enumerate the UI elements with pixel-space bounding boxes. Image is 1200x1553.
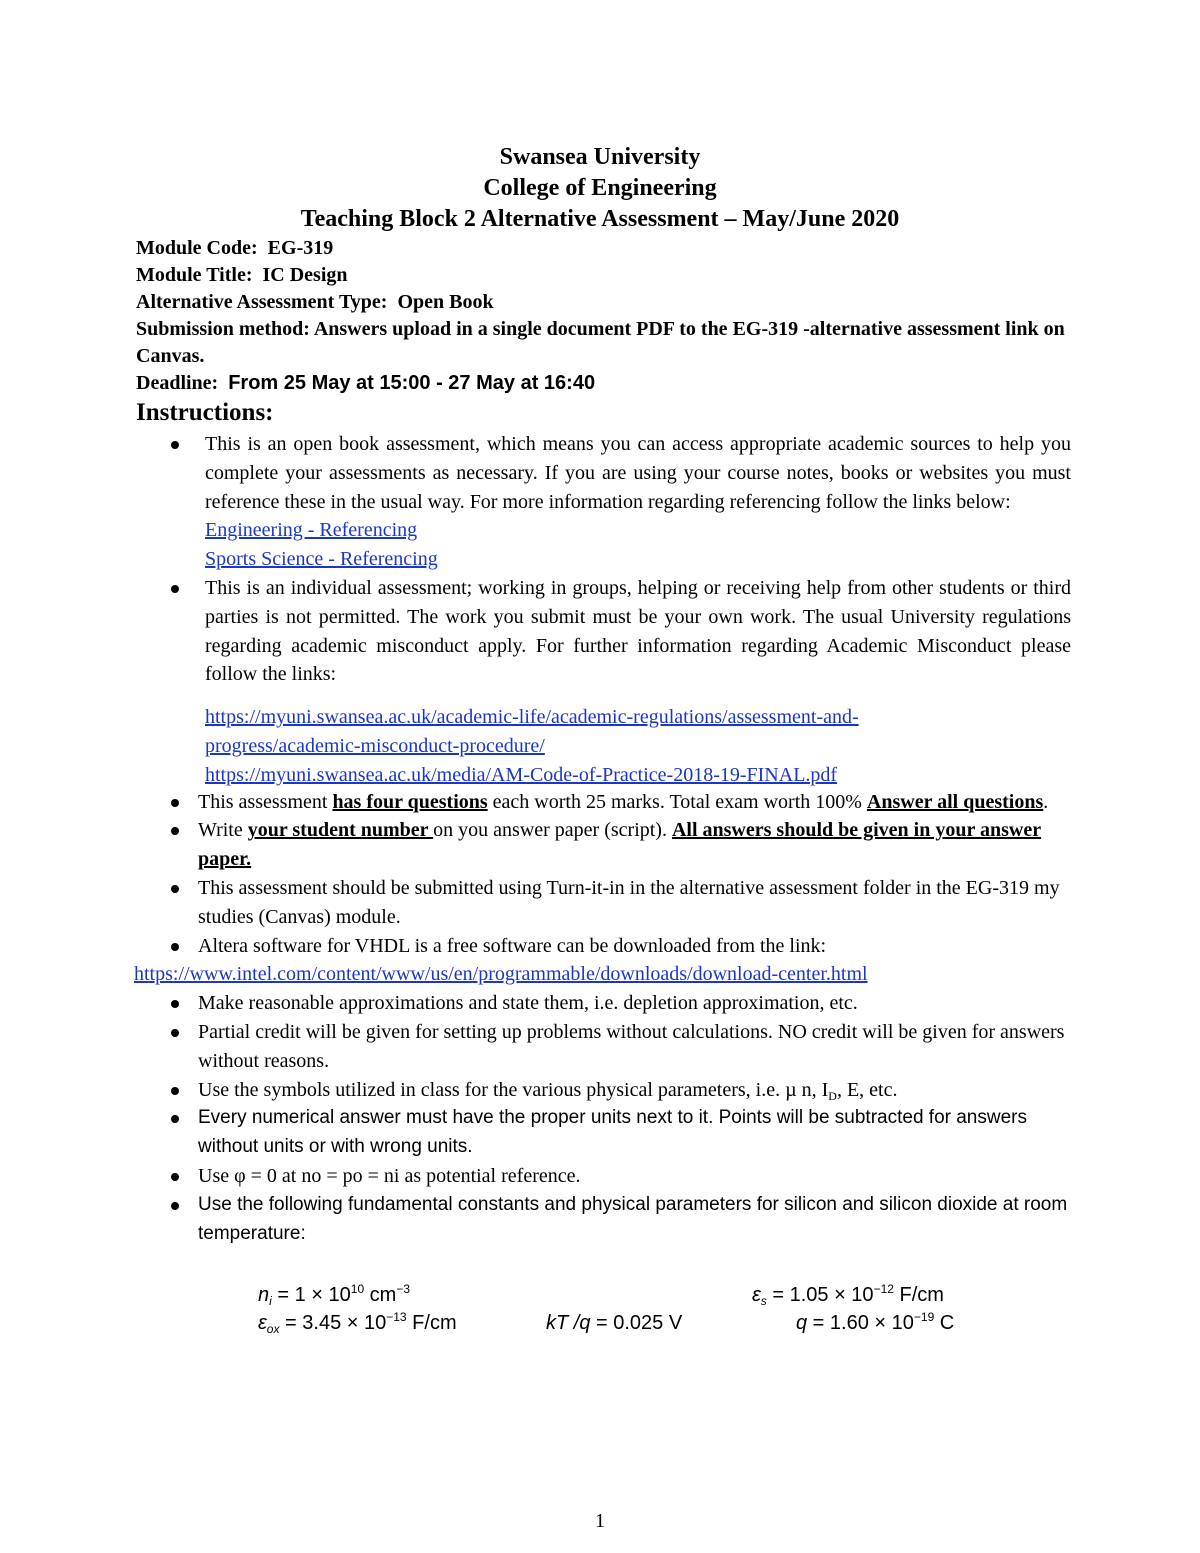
constant-ni bbox=[258, 1281, 410, 1309]
page-number: 1 bbox=[595, 1510, 605, 1532]
symbols-part: Use the symbols utilized in class for the various physical parameters, i.e. µ n, I bbox=[198, 1078, 829, 1101]
bullet-icon bbox=[171, 1000, 179, 1008]
four-questions-part: . bbox=[1043, 790, 1049, 813]
constant-es bbox=[752, 1281, 944, 1309]
bullet-icon bbox=[171, 1029, 179, 1037]
sports-referencing-link[interactable]: Sports Science - Referencing bbox=[205, 548, 438, 571]
misconduct-link-line-1: https://myuni.swansea.ac.uk/academic-life/academic-regulations/assessment-and- bbox=[205, 706, 859, 729]
bullet-icon bbox=[171, 1202, 179, 1210]
assessment-type-line bbox=[136, 289, 1076, 316]
constant-eox bbox=[258, 1309, 457, 1337]
potential-reference-text: Use φ = 0 at no = po = ni as potential reference. bbox=[198, 1164, 581, 1187]
eox-exponent: −13 bbox=[386, 1310, 407, 1324]
module-title-label: Module Title: bbox=[136, 264, 253, 286]
es-subscript: s bbox=[760, 1294, 767, 1308]
deadline-line bbox=[136, 370, 1076, 397]
bullet-icon bbox=[171, 585, 179, 593]
constants-intro-text: Use the following fundamental constants and physical parameters for silicon and silicon dioxide at room temperature: bbox=[198, 1193, 1068, 1244]
four-questions-text bbox=[198, 788, 1071, 817]
ni-value: = 1 × 10 bbox=[271, 1284, 351, 1306]
units-text: Every numerical answer must have the proper units next to it. Points will be subtracted for answers without units or with wrong units. bbox=[198, 1107, 1027, 1158]
ni-exponent: 10 bbox=[350, 1282, 365, 1296]
bullet-icon bbox=[171, 441, 179, 449]
code-of-practice-link[interactable]: https://myuni.swansea.ac.uk/media/AM-Code-of-Practice-2018-19-FINAL.pdf bbox=[205, 763, 838, 786]
student-number-text bbox=[198, 816, 1071, 874]
eox-unit: F/cm bbox=[406, 1312, 457, 1334]
symbols-text bbox=[198, 1076, 1071, 1105]
assessment-title: Teaching Block 2 Alternative Assessment – May/June 2020 bbox=[300, 206, 900, 232]
misconduct-link-line-2: progress/academic-misconduct-procedure/ bbox=[205, 734, 545, 757]
intel-download-line bbox=[134, 960, 1134, 989]
eox-symbol: ε bbox=[258, 1312, 267, 1334]
ni-subscript: i bbox=[269, 1294, 272, 1308]
q-value: = 1.60 × 10 bbox=[807, 1312, 914, 1334]
student-number-part: Write bbox=[198, 819, 248, 842]
student-number-emphasis: your student number bbox=[247, 819, 434, 842]
es-symbol: ε bbox=[752, 1284, 761, 1306]
symbols-part: , E, etc. bbox=[836, 1078, 898, 1101]
es-unit: F/cm bbox=[893, 1284, 944, 1306]
bullet-icon bbox=[171, 827, 179, 835]
ni-unit-exponent: −3 bbox=[396, 1282, 411, 1296]
four-questions-part: This assessment bbox=[198, 790, 333, 813]
list-item bbox=[0, 1018, 1200, 1076]
list-item bbox=[0, 1076, 1200, 1105]
engineering-referencing-link[interactable]: Engineering - Referencing bbox=[205, 519, 418, 542]
list-item bbox=[0, 874, 1200, 932]
four-questions-emphasis: has four questions bbox=[332, 790, 488, 813]
bullet-icon bbox=[171, 1087, 179, 1095]
altera-text: Altera software for VHDL is a free software can be downloaded from the link: bbox=[198, 934, 827, 957]
intel-download-link[interactable]: https://www.intel.com/content/www/us/en/programmable/downloads/download-center.html bbox=[134, 963, 868, 986]
ni-symbol: n bbox=[258, 1284, 270, 1306]
eox-subscript: ox bbox=[266, 1322, 280, 1336]
assessment-type-label: Alternative Assessment Type: bbox=[136, 291, 388, 313]
four-questions-part: each worth 25 marks. Total exam worth 100% bbox=[487, 790, 867, 813]
module-code-line bbox=[136, 235, 1076, 262]
bullet-icon bbox=[171, 943, 179, 951]
list-item bbox=[0, 932, 1200, 961]
deadline-value: From 25 May at 15:00 - 27 May at 16:40 bbox=[228, 372, 596, 394]
partial-credit-text: Partial credit will be given for setting up problems without calculations. NO credit will be given for answers without reasons. bbox=[198, 1020, 1065, 1072]
bullet-icon bbox=[171, 1173, 179, 1181]
es-exponent: −12 bbox=[873, 1282, 894, 1296]
misconduct-procedure-link[interactable] bbox=[205, 703, 1200, 761]
document-header bbox=[0, 142, 1200, 235]
kt-symbol: kT /q bbox=[546, 1312, 591, 1334]
assessment-type: Open Book bbox=[397, 291, 494, 313]
constant-q bbox=[796, 1309, 954, 1337]
college-name: College of Engineering bbox=[483, 175, 717, 201]
kt-value: = 0.025 V bbox=[590, 1312, 683, 1334]
instructions-list bbox=[0, 430, 1200, 1248]
es-value: = 1.05 × 10 bbox=[766, 1284, 874, 1306]
list-item bbox=[0, 574, 1200, 790]
deadline-label: Deadline: bbox=[136, 372, 219, 394]
q-symbol: q bbox=[796, 1312, 808, 1334]
symbols-subscript: D bbox=[828, 1088, 837, 1103]
turnitin-text: This assessment should be submitted using Turn-it-in in the alternative assessment folder in the EG-319 my studies (Canvas) module. bbox=[198, 876, 1060, 928]
q-exponent: −19 bbox=[913, 1310, 935, 1324]
bullet-icon bbox=[171, 1115, 179, 1123]
eox-value: = 3.45 × 10 bbox=[279, 1312, 387, 1334]
answer-paper-emphasis: All answers should be given in your answer paper. bbox=[198, 819, 1042, 871]
university-name: Swansea University bbox=[499, 144, 701, 170]
list-item bbox=[0, 1191, 1200, 1249]
open-book-text: This is an open book assessment, which means you can access appropriate academic sources to help you complete your assessments as necessary. If you are using your course notes, books or websites you must reference these in the usual way. For more information regarding referencing follow the links below: bbox=[205, 433, 1071, 513]
q-unit: C bbox=[934, 1312, 955, 1334]
module-title: IC Design bbox=[262, 264, 348, 286]
individual-assessment-text: This is an individual assessment; working in groups, helping or receiving help from other students or third parties is not permitted. The work you submit must be your own work. The usual University regulations regarding academic misconduct apply. For further information regarding Academic Misconduct please follow the links: bbox=[205, 576, 1071, 686]
list-item bbox=[0, 1162, 1200, 1191]
instructions-heading: Instructions: bbox=[136, 399, 274, 426]
approximations-text: Make reasonable approximations and state them, i.e. depletion approximation, etc. bbox=[198, 992, 858, 1015]
ni-unit: cm bbox=[364, 1284, 397, 1306]
submission-method: Submission method: Answers upload in a single document PDF to the EG-319 -alternative assessment link on Canvas. bbox=[136, 318, 1065, 367]
constant-kt-over-q bbox=[546, 1309, 682, 1337]
module-code-label: Module Code: bbox=[136, 237, 258, 259]
answer-all-emphasis: Answer all questions bbox=[866, 790, 1044, 813]
list-item bbox=[0, 1104, 1200, 1162]
list-item bbox=[0, 816, 1200, 874]
module-code: EG-319 bbox=[267, 237, 334, 259]
list-item bbox=[0, 430, 1200, 574]
list-item bbox=[0, 989, 1200, 1018]
student-number-part: on you answer paper (script). bbox=[433, 819, 672, 842]
misconduct-links bbox=[205, 703, 1200, 789]
referencing-links bbox=[205, 516, 1078, 574]
module-title-line bbox=[136, 262, 1076, 289]
list-item bbox=[0, 788, 1200, 817]
bullet-icon bbox=[171, 799, 179, 807]
bullet-icon bbox=[171, 885, 179, 893]
